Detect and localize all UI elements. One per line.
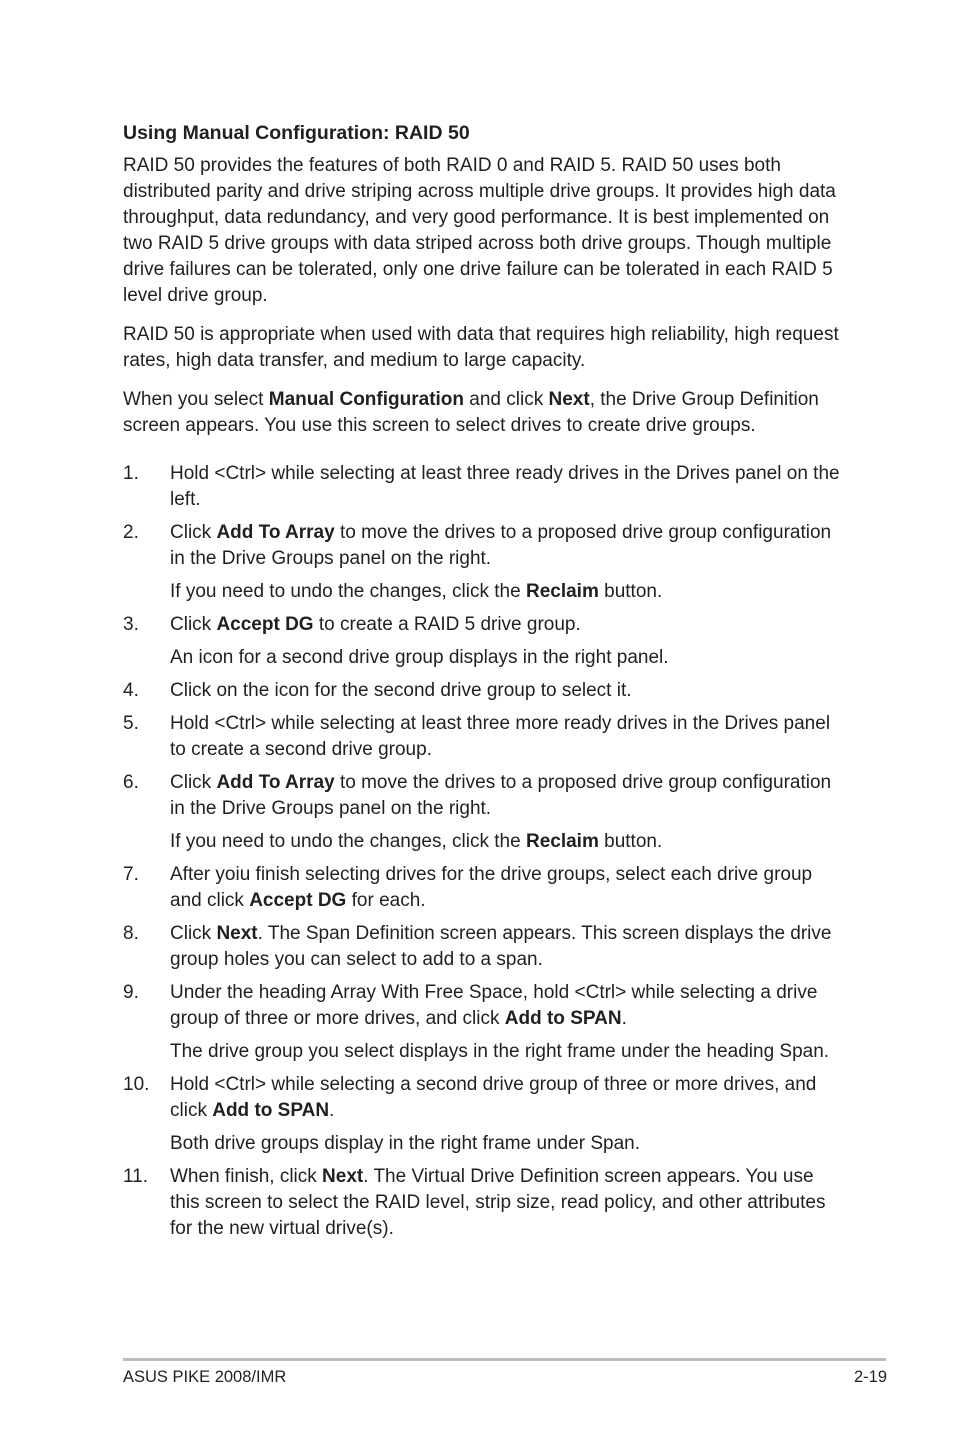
step-text: After yoiu finish selecting drives for the drive groups, select each drive group and click Accept DG for each. (170, 864, 813, 911)
list-item (123, 520, 843, 605)
step-number: 8. (123, 923, 139, 944)
list-item (123, 461, 843, 513)
footer-product-name: ASUS PIKE 2008/IMR (123, 1368, 287, 1386)
step-text: Click Accept DG to create a RAID 5 drive group. (170, 614, 581, 635)
footer-divider (123, 1358, 886, 1361)
steps-list (123, 461, 843, 1242)
step-number: 7. (123, 864, 139, 885)
step-note: If you need to undo the changes, click the Reclaim button. (170, 831, 663, 852)
paragraph-text: When you select (123, 389, 269, 410)
step-number: 6. (123, 772, 139, 793)
list-item (123, 612, 843, 671)
list-item (123, 770, 843, 855)
list-item (123, 678, 843, 704)
step-note: If you need to undo the changes, click the Reclaim button. (170, 581, 663, 602)
step-number: 1. (123, 463, 139, 484)
step-number: 4. (123, 680, 139, 701)
step-text: Hold <Ctrl> while selecting at least three more ready drives in the Drives panel to create a second drive group. (170, 713, 831, 760)
step-text: Click Next. The Span Definition screen appears. This screen displays the drive group holes you can select to add to a span. (170, 923, 832, 970)
paragraph-bold: Manual Configuration (268, 389, 465, 410)
paragraph-text: and click (464, 389, 549, 410)
step-number: 2. (123, 522, 139, 543)
step-number: 9. (123, 982, 139, 1003)
step-number: 10. (123, 1074, 150, 1095)
step-number: 11. (123, 1166, 149, 1187)
step-text: Under the heading Array With Free Space, hold <Ctrl> while selecting a drive group of three or more drives, and click Add to SPAN. (170, 982, 818, 1029)
list-item (123, 1164, 843, 1242)
intro-paragraph: RAID 50 provides the features of both RAID 0 and RAID 5. RAID 50 uses both distributed parity and drive striping across multiple drive groups. It provides high data throughput, data redundancy, and very good performance. It is best implemented on two RAID 5 drive groups with data striped across both drive groups. Though multiple drive failures can be tolerated, only one drive failure can be tolerated in each RAID 5 level drive group. (123, 155, 836, 306)
list-item (123, 711, 843, 763)
paragraph-text: , the Drive Group Definition screen appears. You use this screen to select drives to create drive groups. (123, 389, 819, 436)
step-text: When finish, click Next. The Virtual Drive Definition screen appears. You use this screen to select the RAID level, strip size, read policy, and other attributes for the new virtual drive(s). (170, 1166, 826, 1239)
page-content (123, 120, 843, 1249)
step-text: Click on the icon for the second drive group to select it. (170, 680, 632, 701)
list-item (123, 921, 843, 973)
step-note: The drive group you select displays in the right frame under the heading Span. (170, 1041, 830, 1062)
usage-paragraph: RAID 50 is appropriate when used with data that requires high reliability, high request rates, high data transfer, and medium to large capacity. (123, 324, 839, 371)
list-item (123, 980, 843, 1065)
step-note: An icon for a second drive group displays in the right panel. (170, 647, 669, 668)
step-text: Click Add To Array to move the drives to a proposed drive group configuration in the Drive Groups panel on the right. (170, 522, 832, 569)
instructions-paragraph (123, 387, 843, 439)
step-text: Click Add To Array to move the drives to a proposed drive group configuration in the Drive Groups panel on the right. (170, 772, 832, 819)
section-heading: Using Manual Configuration: RAID 50 (123, 122, 470, 144)
footer-page-number: 2-19 (853, 1368, 887, 1386)
step-number: 5. (123, 713, 139, 734)
list-item (123, 1072, 843, 1157)
step-text: Hold <Ctrl> while selecting a second drive group of three or more drives, and click Add to SPAN. (170, 1074, 817, 1121)
step-text: Hold <Ctrl> while selecting at least three ready drives in the Drives panel on the left. (170, 463, 840, 510)
step-note: Both drive groups display in the right frame under Span. (170, 1133, 640, 1154)
step-number: 3. (123, 614, 139, 635)
list-item (123, 862, 843, 914)
paragraph-bold: Next (548, 389, 590, 410)
